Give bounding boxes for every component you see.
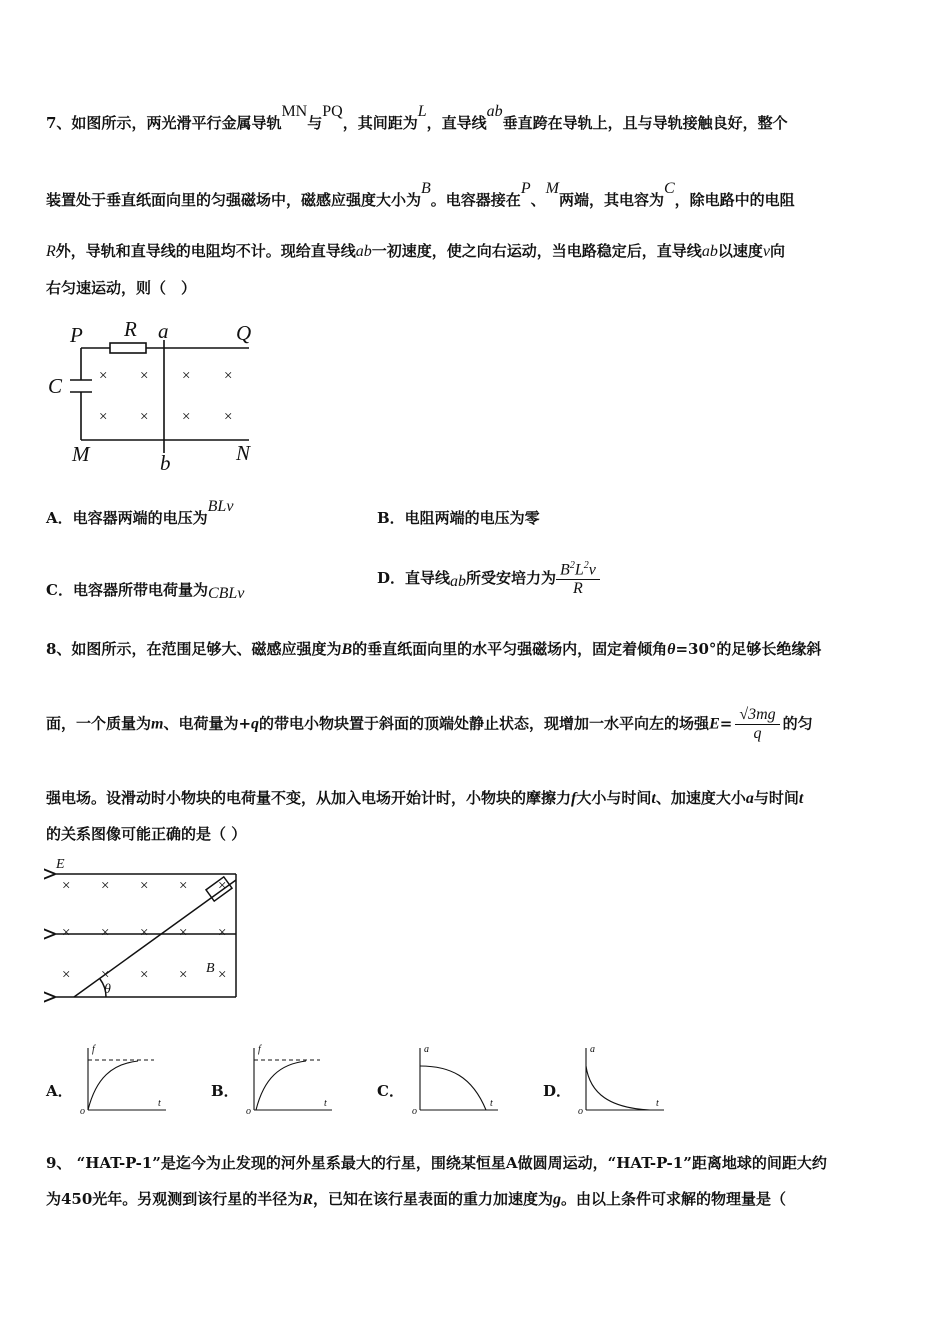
q8-option-d[interactable] [543, 1080, 571, 1101]
label-B: B [206, 961, 215, 976]
cross-mark: × [140, 368, 149, 384]
math-v: v [762, 243, 770, 260]
y-axis-label: a [590, 1044, 595, 1055]
cross-mark: × [62, 967, 71, 983]
option-label: 所受安培力为 [466, 569, 557, 588]
label-b: b [160, 451, 171, 475]
fraction-field [735, 706, 779, 743]
exponent: 2 [583, 560, 589, 571]
math-f: f [571, 790, 577, 807]
fraction-force [556, 560, 600, 598]
origin-label: o [412, 1106, 417, 1116]
q8-line-2 [46, 706, 813, 743]
q9-line-1 [46, 1152, 827, 1173]
q7-line-3 [46, 240, 785, 261]
cross-mark: × [140, 967, 149, 983]
q8-graph-b[interactable] [244, 1042, 336, 1116]
text: ，已知在该行星表面的重力加速度为 [313, 1190, 554, 1208]
y-axis-label: f [258, 1044, 261, 1055]
option-label: B．电阻两端的电压为零 [377, 509, 540, 527]
label-E: E [56, 857, 65, 872]
math-P: P [520, 180, 531, 197]
cross-mark: × [99, 368, 108, 384]
math-L: L [417, 103, 427, 120]
fraction-numerator [556, 560, 600, 580]
math-pq: PQ [322, 103, 343, 120]
text: 面，一个质量为 [46, 714, 152, 733]
x-axis-label: t [656, 1098, 659, 1109]
option-label: B． [211, 1082, 239, 1100]
text: 向 [769, 242, 785, 260]
math-ab: ab [486, 103, 503, 120]
cross-mark: × [224, 409, 233, 425]
cross-mark: × [62, 925, 71, 941]
math-m: m [151, 715, 164, 733]
math-ab: ab [701, 243, 718, 260]
cross-mark: × [140, 925, 149, 941]
text: =30°的足够长绝缘斜 [675, 640, 822, 658]
text: 垂直跨在导轨上，且与导轨接触良好，整个 [502, 114, 788, 132]
math-g: g [553, 1191, 562, 1208]
cross-mark: × [101, 925, 110, 941]
math-B: B [341, 641, 353, 658]
q7-option-d[interactable] [377, 560, 600, 598]
q7-circuit-figure [44, 318, 264, 478]
origin-label: o [246, 1106, 251, 1116]
option-label: C．电容器所带电荷量为 [46, 581, 208, 599]
text: ，除电路中的电阻 [674, 191, 795, 209]
q8-graph-a[interactable] [78, 1042, 170, 1116]
text: 为450光年。另观测到该行星的半径为 [46, 1190, 303, 1208]
cross-mark: × [140, 409, 149, 425]
q8-graph-d[interactable] [576, 1042, 668, 1116]
text: 、加速度大小 [655, 789, 746, 807]
text: 7、如图所示，两光滑平行金属导轨 [46, 114, 282, 132]
math-theta: θ [667, 641, 676, 658]
label-theta: θ [104, 982, 111, 997]
cross-mark: × [101, 967, 110, 983]
fraction-denominator: R [573, 580, 583, 598]
math-R: R [46, 243, 56, 260]
magnetic-field-crosses [99, 368, 232, 425]
cross-mark: × [224, 368, 233, 384]
option-label: A． [46, 1082, 73, 1100]
cross-mark: × [99, 409, 108, 425]
math-a: a [745, 790, 754, 807]
x-axis-label: t [158, 1098, 161, 1109]
text: ，直导线 [426, 114, 487, 132]
text: 9、 “HAT-P-1”是迄今为止发现的河外星系最大的行星，围绕某恒星A做圆周运动，“HAT-P-1”距离地球的间距大约 [46, 1154, 827, 1172]
text: = [719, 714, 733, 733]
y-axis-label: a [424, 1044, 429, 1055]
math-C: C [663, 180, 675, 197]
fraction-denominator: q [753, 725, 762, 742]
label-Q: Q [236, 321, 252, 345]
math-expr: CBLv [207, 585, 245, 602]
text: 、电荷量为+ [163, 714, 252, 733]
label-R: R [124, 318, 137, 341]
math-R: R [302, 1191, 313, 1208]
x-axis-label: t [324, 1098, 327, 1109]
text: 与 [307, 114, 323, 132]
math-expr: BLv [207, 498, 234, 515]
q9-line-2 [46, 1188, 786, 1209]
q8-line-3 [46, 787, 803, 808]
cross-mark: × [218, 967, 227, 983]
origin-label: o [80, 1106, 85, 1116]
cross-mark: × [179, 967, 188, 983]
label-C: C [48, 374, 63, 398]
text: 装置处于垂直纸面向里的匀强磁场中，磁感应强度大小为 [46, 191, 422, 209]
magnetic-field-crosses [62, 878, 226, 983]
math-t: t [798, 790, 804, 807]
q7-option-a[interactable] [46, 498, 234, 528]
text: 外，导轨和直导线的电阻均不计。现给直导线 [55, 242, 356, 260]
fraction-numerator: √3mg [735, 706, 779, 725]
text: 、 [530, 191, 546, 209]
q8-incline-figure [44, 852, 244, 1004]
cross-mark: × [62, 878, 71, 894]
q7-line-1 [46, 103, 788, 133]
text: 与时间 [753, 789, 799, 807]
text: 的匀 [782, 714, 813, 733]
cross-mark: × [182, 409, 191, 425]
q7-line-4: 右匀速运动，则（ ） [46, 279, 197, 297]
cross-mark: × [140, 878, 149, 894]
cross-mark: × [218, 878, 227, 894]
label-a: a [158, 319, 169, 343]
q8-line-1 [46, 638, 821, 659]
label-P: P [70, 323, 83, 347]
text: 大小与时间 [576, 789, 652, 807]
q7-option-b[interactable] [377, 507, 540, 528]
text: 两端，其电容为 [558, 191, 664, 209]
math-ab: ab [355, 243, 372, 260]
text: ，其间距为 [342, 114, 418, 132]
cross-mark: × [179, 925, 188, 941]
math-E: E [709, 715, 720, 733]
q8-option-a[interactable] [46, 1080, 73, 1101]
text: 的带电小物块置于斜面的顶端处静止状态，现增加一水平向左的场强 [259, 714, 710, 733]
x-axis-label: t [490, 1098, 493, 1109]
math-t: t [651, 790, 656, 807]
text: 强电场。设滑动时小物块的电荷量不变，从加入电场开始计时，小物块的摩擦力 [46, 789, 572, 807]
q8-graph-c[interactable] [410, 1042, 502, 1116]
text: 的垂直纸面向里的水平匀强磁场内，固定着倾角 [352, 640, 668, 658]
math-q: q [251, 715, 260, 733]
exponent: 2 [569, 560, 575, 571]
option-label: C． [377, 1082, 404, 1100]
cross-mark: × [101, 878, 110, 894]
cross-mark: × [179, 878, 188, 894]
math-L: L [574, 561, 584, 579]
math-B: B [560, 561, 570, 579]
q7-option-c[interactable] [46, 579, 244, 600]
y-axis-label: f [92, 1044, 95, 1055]
cross-mark: × [182, 368, 191, 384]
text: 。由以上条件可求解的物理量是（ [561, 1190, 787, 1208]
q8-option-b[interactable] [211, 1080, 239, 1101]
q8-line-4: 的关系图像可能正确的是（ ） [46, 825, 247, 843]
option-label: D． [543, 1082, 572, 1100]
text: 。电容器接在 [430, 191, 521, 209]
q7-line-2 [46, 180, 795, 210]
cross-mark: × [218, 925, 227, 941]
text: 一初速度，使之向右运动，当电路稳定后，直导线 [371, 242, 702, 260]
text: 以速度 [717, 242, 763, 260]
math-ab: ab [450, 573, 467, 591]
math-mn: MN [281, 103, 308, 120]
label-N: N [236, 441, 251, 465]
text: 8、如图所示，在范围足够大、磁感应强度为 [46, 640, 342, 658]
origin-label: o [578, 1106, 583, 1116]
math-v: v [588, 561, 596, 579]
label-M: M [72, 442, 90, 466]
option-label: A．电容器两端的电压为 [46, 509, 208, 527]
math-B: B [421, 180, 431, 197]
math-M: M [545, 180, 559, 197]
option-label: D．直导线 [377, 569, 451, 588]
q8-option-c[interactable] [377, 1080, 404, 1101]
